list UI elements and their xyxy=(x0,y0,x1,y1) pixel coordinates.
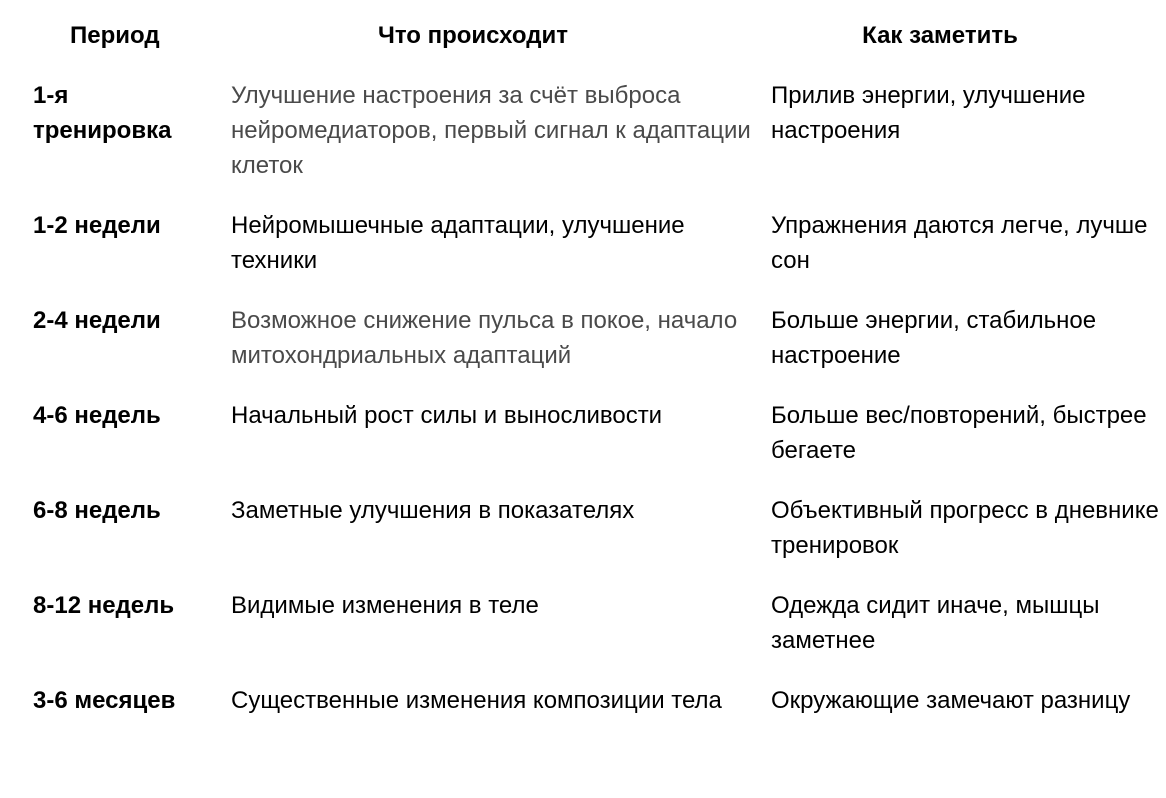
table-row xyxy=(0,683,1166,778)
cell-period: 3-6 месяцев xyxy=(33,687,176,714)
cell-what-happens: Заметные улучшения в показателях xyxy=(231,497,635,524)
cell-period: 4-6 недель xyxy=(33,402,161,429)
cell-period: 6-8 недель xyxy=(33,497,161,524)
cell-how-to-notice: Окружающие замечают разницу xyxy=(771,687,1131,714)
cell-what-happens: Возможное снижение пульса в покое, начало митохондриальных адаптаций xyxy=(231,307,738,369)
cell-period: 2-4 недели xyxy=(33,307,161,334)
cell-how-to-notice: Упражнения даются легче, лучше сон xyxy=(771,212,1148,274)
cell-what-happens: Видимые изменения в теле xyxy=(231,592,539,619)
table-row xyxy=(0,303,1166,398)
table-row xyxy=(0,208,1166,303)
cell-what-happens: Улучшение настроения за счёт выброса нейромедиаторов, первый сигнал к адаптации клеток xyxy=(231,82,751,179)
table-header-row xyxy=(0,18,1166,78)
cell-period: 1-2 недели xyxy=(33,212,161,239)
header-how-to-notice: Как заметить xyxy=(862,22,1018,49)
header-what-happens: Что происходит xyxy=(377,22,569,49)
table-row xyxy=(0,398,1166,493)
table-row xyxy=(0,78,1166,208)
cell-how-to-notice: Больше вес/повторений, быстрее бегаете xyxy=(771,402,1147,464)
cell-what-happens: Существенные изменения композиции тела xyxy=(231,687,722,714)
cell-how-to-notice: Одежда сидит иначе, мышцы заметнее xyxy=(771,592,1100,654)
cell-period: 1-я тренировка xyxy=(33,82,172,144)
cell-how-to-notice: Прилив энергии, улучшение настроения xyxy=(771,82,1086,144)
cell-what-happens: Нейромышечные адаптации, улучшение техники xyxy=(231,212,685,274)
cell-period: 8-12 недель xyxy=(33,592,175,619)
cell-how-to-notice: Больше энергии, стабильное настроение xyxy=(771,307,1097,369)
header-period: Период xyxy=(70,22,160,49)
table-row xyxy=(0,588,1166,683)
table-row xyxy=(0,493,1166,588)
cell-what-happens: Начальный рост силы и выносливости xyxy=(231,402,663,429)
cell-how-to-notice: Объективный прогресс в дневнике тренировок xyxy=(771,497,1159,559)
